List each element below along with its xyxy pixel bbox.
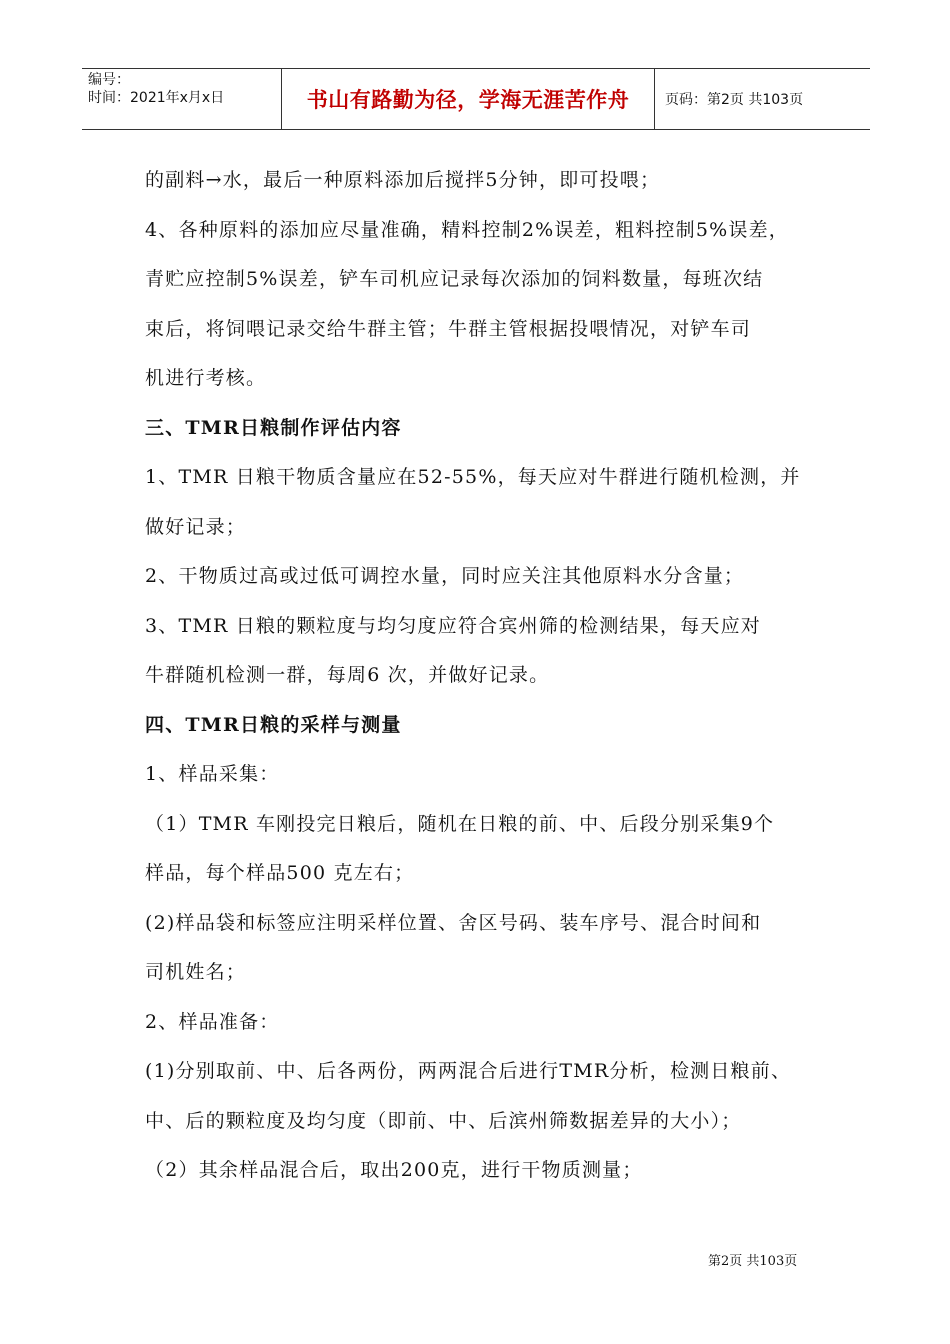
body-line: 束后，将饲喂记录交给牛群主管；牛群主管根据投喂情况，对铲车司 xyxy=(145,317,752,340)
body-line: (1)分别取前、中、后各两份，两两混合后进行TMR分析，检测日粮前、 xyxy=(145,1060,792,1082)
body-line: 司机姓名； xyxy=(145,961,247,983)
body-line: 样品，每个样品500 克左右； xyxy=(145,862,415,884)
document-code-label: 编号： xyxy=(88,72,130,88)
section-heading: 四、TMR日粮的采样与测量 xyxy=(145,713,402,736)
body-line: 3、TMR 日粮的颗粒度与均匀度应符合宾州筛的检测结果，每天应对 xyxy=(145,614,761,637)
body-line: 4、各种原料的添加应尽量准确，精料控制2%误差，粗料控制5%误差， xyxy=(145,218,789,241)
document-date: 时间：2021年x月x日 xyxy=(88,90,225,106)
body-line: 青贮应控制5%误差，铲车司机应记录每次添加的饲料数量，每班次结 xyxy=(145,268,764,290)
document-header xyxy=(82,68,870,130)
body-line: 1、样品采集： xyxy=(145,763,280,785)
document-body xyxy=(145,156,815,1196)
body-line: 2、样品准备： xyxy=(145,1010,280,1033)
body-line: 牛群随机检测一群，每周6 次，并做好记录。 xyxy=(145,664,550,686)
body-line: （2）其余样品混合后，取出200克，进行干物质测量； xyxy=(145,1159,643,1181)
body-line: 2、干物质过高或过低可调控水量，同时应关注其他原料水分含量； xyxy=(145,565,745,587)
body-line: 中、后的颗粒度及均匀度（即前、中、后滨州筛数据差异的大小）； xyxy=(145,1109,742,1132)
page-info-text: 页码：第2页 共103页 xyxy=(665,92,804,108)
motto-text: 书山有路勤为径，学海无涯苦作舟 xyxy=(306,88,630,112)
body-line: 的副料→水，最后一种原料添加后搅拌5分钟，即可投喂； xyxy=(145,169,661,191)
body-line: 机进行考核。 xyxy=(145,367,267,389)
header-motto xyxy=(282,69,655,129)
body-line: 1、TMR 日粮干物质含量应在52-55%，每天应对牛群进行随机检测，并 xyxy=(145,466,801,488)
body-line: （1）TMR 车刚投完日粮后，随机在日粮的前、中、后段分别采集9个 xyxy=(145,812,775,835)
page-footer xyxy=(708,1250,797,1269)
header-meta xyxy=(82,69,282,129)
body-line: (2)样品袋和标签应注明采样位置、舍区号码、装车序号、混合时间和 xyxy=(145,911,762,934)
body-line: 做好记录； xyxy=(145,515,247,538)
footer-page-number: 第2页 共103页 xyxy=(708,1254,798,1269)
section-heading: 三、TMR日粮制作评估内容 xyxy=(145,416,402,439)
header-page-info xyxy=(655,69,870,129)
